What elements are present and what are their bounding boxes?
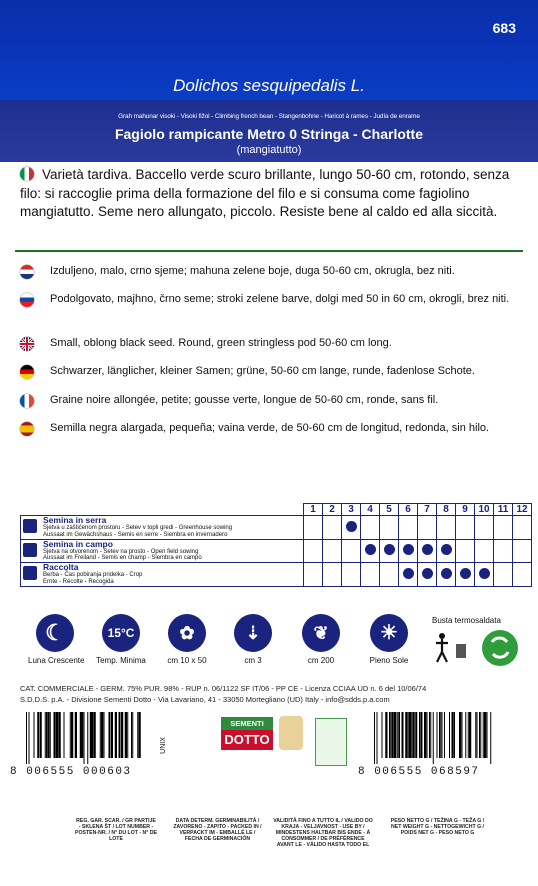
barcode-bar [483,712,484,758]
calendar-cell [437,516,456,540]
barcode-bar [70,712,71,758]
barcode-bar [140,712,141,758]
name-translations: Grah mahunar visoki - Visoki fižol - Climbing french bean - Stangenbohne - Haricot à rames - Judía de enrame [118,113,420,120]
barcode-bar [399,712,400,758]
header-band [0,0,538,100]
barcode-bar [102,712,103,758]
calendar-cell [399,563,418,587]
flag-si-icon [20,293,34,307]
calendar-cell [399,539,418,563]
legal-line1: CAT. COMMERCIALE - GERM. 75% PUR. 98% - RUP n. 06/1122 SF IT/06 - PP CE - Licenza CCIAA UD n. 6 del 10/06/74 [20,684,427,693]
bin-icon [456,644,466,658]
calendar-cell [494,516,513,540]
recycle-logo-icon [482,630,518,666]
barcode-bar [415,712,417,758]
calendar-cell [323,539,342,563]
barcode-bar [116,712,117,758]
icon-label: Temp. Minima [96,656,146,665]
barcode-bar [50,712,51,758]
latin-name: Dolichos sesquipedalis L. [173,76,365,95]
icon-label: Luna Crescente [28,656,85,665]
barcode-bar [132,712,133,758]
calendar-cell [456,563,475,587]
barcode-bar [111,712,113,758]
month-3: 3 [342,504,361,516]
footer-weight: PESO NETTO G / TEŽINA G - TEŽA G / NET WEIGHT G - NETTOGEWICHT G / POIDS NET G - PESO NETO G [390,818,485,836]
barcode-bar [26,712,27,764]
product-code: 683 [492,20,516,36]
calendar-dot [403,568,414,579]
barcode-bar [382,712,383,758]
calendar-cell [342,563,361,587]
calendar-cell [342,516,361,540]
calendar-cell [456,516,475,540]
barcode-bar [100,712,101,758]
calendar-cell [361,516,380,540]
barcode-left-number: 8 006555 000603 [10,766,132,778]
barcode-bar [468,712,469,758]
barcode-bar [398,712,399,758]
calendar-cell [304,516,323,540]
barcode-bar [57,712,58,758]
calendar-cell [418,539,437,563]
calendar-cell [437,563,456,587]
barcode-bar [394,712,396,758]
calendar-cell [380,563,399,587]
calendar-cell [323,563,342,587]
barcode-bar [72,712,73,758]
calendar-cell [399,516,418,540]
icon-item [94,614,148,665]
product-note: (mangiatutto) [236,144,302,156]
calendar-dot [441,544,452,555]
flag-es-icon [20,422,34,436]
sowing-calendar [20,503,532,587]
calendar-cell [342,539,361,563]
flag-gb-icon [20,337,34,351]
description-es-text: Semilla negra alargada, pequeña; vaina verde, de 50-60 cm de longitud, redonda, sin hilo. [50,422,490,434]
description-gb-text: Small, oblong black seed. Round, green stringless pod 50-60 cm long. [50,337,392,349]
brand-top: SEMENTI [221,717,273,730]
icon-label: cm 3 [244,656,262,665]
icon-item [226,614,280,665]
barcode-left [10,712,147,778]
calendar-row-harvest [21,563,532,587]
month-11: 11 [494,504,513,516]
month-1: 1 [304,504,323,516]
barcode-bar [49,712,50,758]
calendar-header [21,504,532,516]
barcode-bar [465,712,466,758]
barcode-bar [109,712,111,758]
calendar-cell [361,563,380,587]
calendar-dot [460,568,471,579]
spacing-icon: ✿ [168,614,206,652]
row-sub: Aussaat im Freiland - Semis en champ - Siembra en campo [43,555,202,562]
calendar-dot [422,568,433,579]
barcode-bar [37,712,39,758]
icon-label: Pieno Sole [369,656,409,665]
row-sub: Berba - Čas pobiranja pridelka - Crop [43,572,143,579]
barcode-bar [419,712,420,758]
depth-icon: ⇣ [234,614,272,652]
calendar-dot [384,544,395,555]
month-8: 8 [437,504,456,516]
brand-bottom: DOTTO [221,730,273,750]
barcode-bar [490,712,491,764]
busta-note: Busta termosaldata [432,616,501,625]
barcode-bar [425,712,426,758]
barcode-bar [119,712,121,758]
month-12: 12 [513,504,532,516]
barcode-bar [427,712,428,758]
barcode-bar [60,712,61,758]
barcode-bar [64,712,65,758]
month-10: 10 [475,504,494,516]
moon-icon: ☾ [36,614,74,652]
icon-item [28,614,85,665]
description-de-text: Schwarzer, länglicher, kleiner Samen; grüne, 50-60 cm lange, runde, fadenlose Schote. [50,365,475,377]
month-4: 4 [361,504,380,516]
barcode-bar [84,712,85,764]
barcode-bar [390,712,391,758]
barcode-bar [387,712,388,758]
calendar-cell [494,539,513,563]
recycle-icons [432,630,532,670]
barcode-bar [430,712,431,758]
barcode-bar [46,712,47,758]
barcode-bar [433,712,434,764]
barcode-bar [454,712,455,758]
barcode-bar [55,712,56,758]
barcode-bar [477,712,478,758]
barcode-bar [475,712,476,758]
row-sub: Sjetva u zaštićenom prostoru - Setev v topli gredi - Greenhouse sowing [43,525,233,531]
footer-validity: VALIDITÀ FINO A TUTTO IL / VALIDO DO KRAJA - VELJAVNOST - USE BY / MINDESTENS HALTBAR BIS ENDE - À CONSOMMER / DE PRÉFÉRENCE AVANT LE - VÁLIDO HASTA TODO EL [273,818,373,848]
barcode-right-bars [370,712,495,764]
barcode-bar [87,712,88,764]
row-sub: Sjetva na otvorenom - Setev na prosto - Open field sowing [43,548,199,555]
flag-fr-icon [20,394,34,408]
flag-hr-icon [20,265,34,279]
description-it [20,166,520,222]
barcode-bar [126,712,127,758]
month-6: 6 [399,504,418,516]
calendar-cell [475,563,494,587]
description-es [20,421,525,436]
greenhouse-icon [23,519,37,533]
thermometer-icon: 15°C [102,614,140,652]
month-9: 9 [456,504,475,516]
barcode-bar [453,712,454,758]
icon-item [362,614,416,665]
barcode-right-number: 8 006555 068597 [358,766,480,778]
field-icon [23,543,37,557]
calendar-cell [380,516,399,540]
barcode-bar [137,712,138,758]
description-fr-text: Graine noire allongée, petite; gousse verte, longue de 50-60 cm, ronde, sans fil. [50,394,439,406]
barcode-bar [34,712,35,758]
name-band [0,100,538,162]
barcode-bar [127,712,128,758]
barcode-bar [45,712,46,758]
row-sub: Ernte - Récolte - Recogida [43,578,114,585]
month-5: 5 [380,504,399,516]
barcode-bar [407,712,408,758]
description-it-text: Varietà tardiva. Baccello verde scuro brillante, lungo 50-60 cm, rotondo, senza filo: si raccoglie prima della formazione del filo e si consuma come fagiolino mangiatutto. Seme nero allungato, piccolo. Resiste bene al caldo ed alla siccità. [20,167,510,219]
barcode-bar [444,712,445,758]
calendar-cell [494,563,513,587]
icon-item [160,614,214,665]
description-hr-text: Izduljeno, malo, crno sjeme; mahuna zelene boje, duga 50-60 cm, okrugla, bez niti. [50,265,455,277]
calendar-dot [422,544,433,555]
barcode-bar [122,712,123,758]
brand-logo [221,717,273,773]
barcode-bar [429,712,430,758]
calendar-cell [456,539,475,563]
calendar-cell [513,539,532,563]
barcode-bar [439,712,440,758]
description-fr [20,393,525,408]
calendar-cell [323,516,342,540]
row-title: Semina in campo [43,538,113,549]
barcode-bar [413,712,415,758]
calendar-cell [304,539,323,563]
barcode-bar [422,712,423,758]
row-title: Semina in serra [43,515,107,525]
barcode-bar [462,712,463,758]
description-si [20,292,525,307]
calendar-row-field [21,539,532,563]
barcode-bar [95,712,96,758]
description-de [20,364,525,379]
calendar-cell [418,516,437,540]
month-7: 7 [418,504,437,516]
barcode-bar [412,712,413,758]
barcode-bar [442,712,443,758]
calendar-dot [441,568,452,579]
sun-icon: ☀ [370,614,408,652]
barcode-bar [479,712,480,758]
barcode-bar [393,712,394,758]
calendar-row-greenhouse [21,516,532,540]
calendar-cell [513,516,532,540]
description-hr [20,264,525,279]
barcode-left-side: UNIX [159,737,167,754]
description-si-text: Podolgovato, majhno, črno seme; stroki zelene barve, dolgi med 50 in 60 cm, okrogli, brez niti. [50,293,510,305]
calendar-dot [403,544,414,555]
barcode-bar [460,712,461,758]
calendar-cell [304,563,323,587]
barcode-bar [374,712,375,764]
icon-label: cm 10 x 50 [167,656,207,665]
barcode-bar [131,712,132,758]
barcode-bar [76,712,77,758]
barcode-bar [485,712,486,758]
barcode-bar [82,712,83,758]
barcode-bar [377,712,378,764]
footer-lot: REG. GAR. SCAR. / GR PARTIJE - SKLENA ŠT / LOT NUMBER - POSTEN-NR. / N° DU LOT - N° DE LOTE [75,818,157,842]
harvest-icon [23,566,37,580]
calendar-dot [346,521,357,532]
calendar-cell [437,539,456,563]
barcode-bar [40,712,42,758]
product-name: Fagiolo rampicante Metro 0 Stringa - Charlotte [114,126,424,142]
barcode-bar [470,712,471,758]
description-gb [20,336,525,351]
mascot-icon [279,716,303,750]
calendar-dot [479,568,490,579]
legal-info [20,683,426,705]
barcode-bar [410,712,411,758]
person-bin-icon [436,633,448,662]
barcode-bar [397,712,398,758]
barcode-bar [402,712,404,758]
barcode-bar [440,712,441,758]
flag-it-icon [20,167,34,181]
barcode-bar [480,712,481,758]
row-sub: Aussaat im Gewächshaus - Semis en serre - Siembra en invernadero [43,531,228,538]
calendar-dot [365,544,376,555]
barcode-right [358,712,495,778]
footer-packed: DATA DETERM. GERMINABILITÀ / ZAVORENO - ZAPITO - PACKED IN / VERPACKT IM - EMBALLÉ LE / FECHA DE GERMINACIÓN [173,818,262,842]
barcode-bar [408,712,409,758]
calendar-cell [475,539,494,563]
calendar-cell [513,563,532,587]
flag-de-icon [20,365,34,379]
row-title: Raccolta [43,562,79,573]
calendar-cell [361,539,380,563]
barcode-bar [487,712,488,758]
barcode-bar [104,712,105,758]
calendar-cell [418,563,437,587]
barcode-left-bars [22,712,147,764]
legal-line2: S.D.D.S. p.A. - Divisione Sementi Dotto - Via Lavariano, 41 - 33050 Mortegliano (UD) Italy - info@sdds.p.a.com [20,695,390,704]
divider [15,250,523,252]
month-2: 2 [323,504,342,516]
barcode-bar [29,712,30,764]
certification-icon [315,718,347,766]
calendar-cell [380,539,399,563]
barcode-bar [437,712,438,758]
icon-label: cm 200 [307,656,335,665]
distance-icon: ❦ [302,614,340,652]
calendar-cell [475,516,494,540]
icon-item [294,614,348,665]
barcode-bar [92,712,93,758]
barcode-bar [389,712,390,758]
barcode-bar [449,712,450,758]
